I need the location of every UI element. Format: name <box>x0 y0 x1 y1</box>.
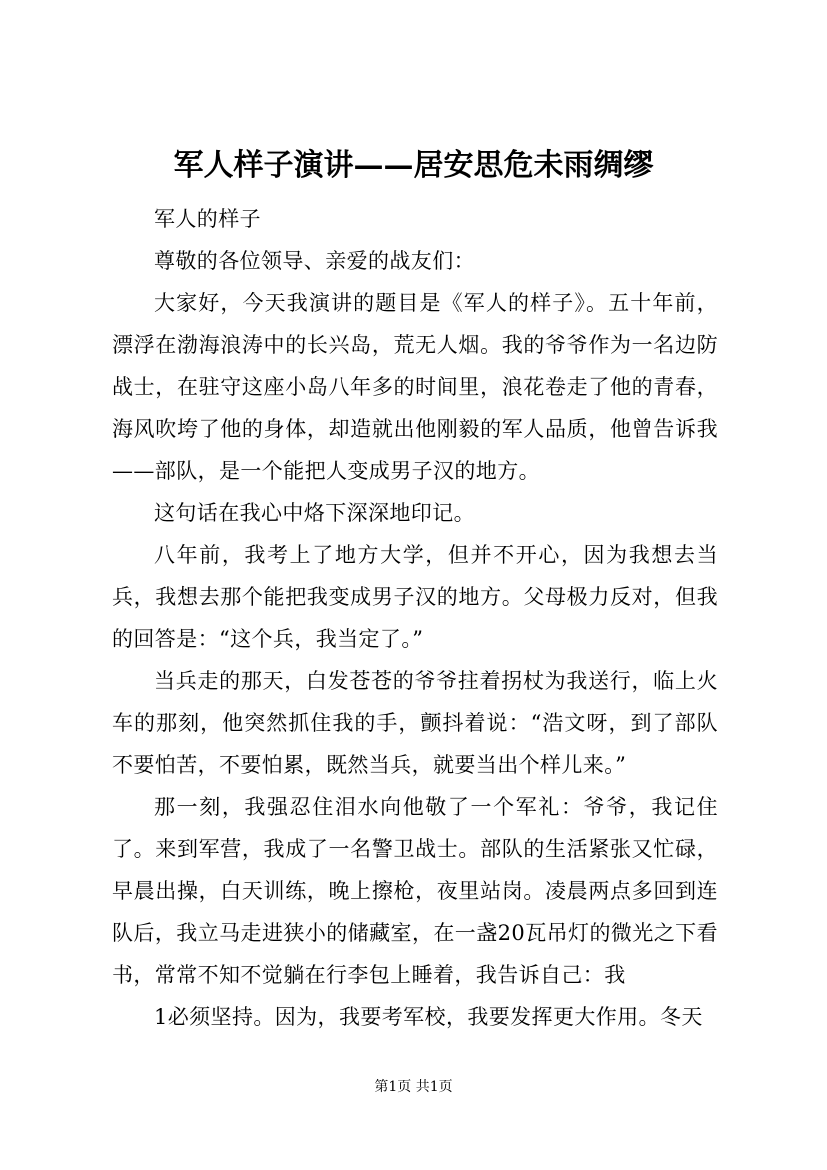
paragraph-salutation: 尊敬的各位领导、亲爱的战友们： <box>154 249 475 273</box>
paragraph: 大家好，今天我演讲的题目是《军人的样子》。五十年前，漂浮在渤海浪涛中的长兴岛，荒无人烟。我的爷爷作为一名边防战士，在驻守这座小岛八年多的时间里，浪花卷走了他的青春，海风吹垮了他的身体，却造就出他刚毅的军人品质，他曾告诉我——部队，是一个能把人变成男子汉的地方。 <box>112 291 718 483</box>
paragraph: 当兵走的那天，白发苍苍的爷爷拄着拐杖为我送行，临上火车的那刻，他突然抓住我的手，颤抖着说：“浩文呀，到了部队不要怕苦，不要怕累，既然当兵，就要当出个样儿来。” <box>112 669 718 777</box>
page-number-footer: 第1页 共1页 <box>374 1079 453 1095</box>
document-body <box>112 198 718 1038</box>
paragraph: 1必须坚持。因为，我要考军校，我要发挥更大作用。冬天 <box>154 1005 703 1029</box>
paragraph-subtitle: 军人的样子 <box>154 207 261 231</box>
paragraph: 这句话在我心中烙下深深地印记。 <box>154 501 475 525</box>
paragraph: 那一刻，我强忍住泪水向他敬了一个军礼：爷爷，我记住了。来到军营，我成了一名警卫战士。部队的生活紧张又忙碌，早晨出操，白天训练，晚上擦枪，夜里站岗。凌晨两点多回到连队后，我立马走进狭小的储藏室，在一盏20瓦吊灯的微光之下看书，常常不知不觉躺在行李包上睡着，我告诉自己：我 <box>112 795 718 987</box>
paragraph: 八年前，我考上了地方大学，但并不开心，因为我想去当兵，我想去那个能把我变成男子汉的地方。父母极力反对，但我的回答是：“这个兵，我当定了。” <box>112 543 718 651</box>
document-title: 军人样子演讲——居安思危未雨绸缪 <box>173 148 654 183</box>
